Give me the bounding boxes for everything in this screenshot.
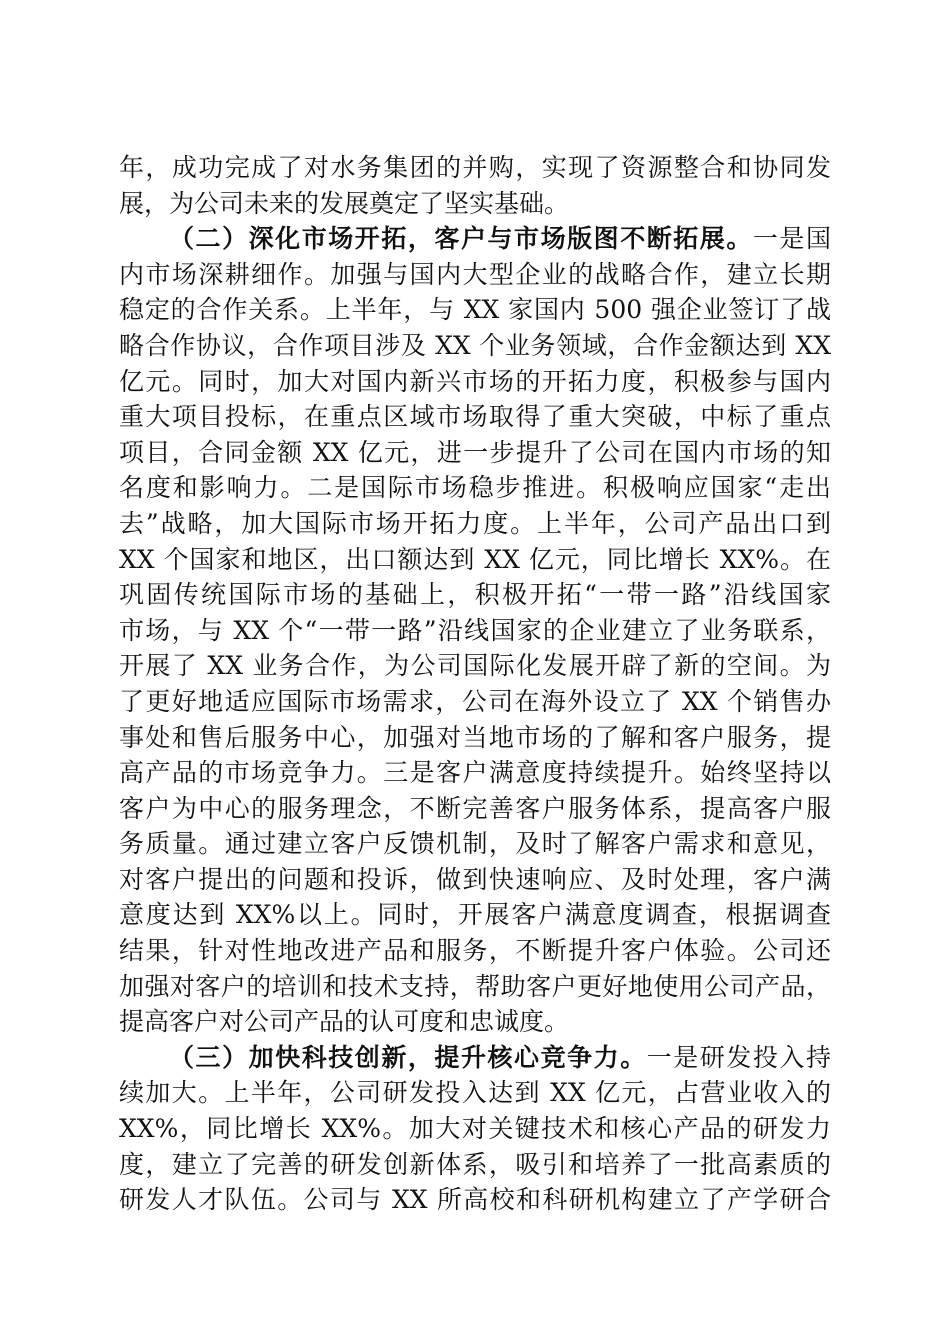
text-line: 内市场深耕细作。加强与国内大型企业的战略合作，建立长期	[119, 259, 831, 289]
section-heading: （三）加快科技创新，提升核心竞争力。	[169, 1042, 647, 1072]
text-line: 了更好地适应国际市场需求，公司在海外设立了 XX 个销售办	[119, 686, 831, 716]
text-line: 稳定的合作关系。上半年，与 XX 家国内 500 强企业签订了战	[119, 295, 831, 325]
paragraph	[119, 221, 831, 1040]
text-line: 市场，与 XX 个“一带一路”沿线国家的企业建立了业务联系，	[119, 615, 831, 645]
text-line: 高产品的市场竞争力。三是客户满意度持续提升。始终坚持以	[119, 758, 831, 788]
text-line: 名度和影响力。二是国际市场稳步推进。积极响应国家“走出	[119, 473, 831, 503]
document-body	[119, 150, 831, 1218]
text-line: 去”战略，加大国际市场开拓力度。上半年，公司产品出口到	[119, 508, 831, 538]
text-line: 年，成功完成了对水务集团的并购，实现了资源整合和协同发	[119, 153, 831, 182]
text-line: 亿元。同时，加大对国内新兴市场的开拓力度，积极参与国内	[119, 366, 831, 396]
text-line: 客户为中心的服务理念，不断完善客户服务体系，提高客户服	[119, 793, 831, 823]
section-heading: （二）深化市场开拓，客户与市场版图不断拓展。	[169, 224, 753, 254]
text-line: 巩固传统国际市场的基础上，积极开拓“一带一路”沿线国家	[119, 580, 831, 610]
text-line: 对客户提出的问题和投诉，做到快速响应、及时处理，客户满	[119, 864, 831, 894]
text-line: 意度达到 XX%以上。同时，开展客户满意度调查，根据调查	[119, 900, 831, 930]
text-run: 一是研发投入持	[646, 1042, 831, 1072]
text-line: 加强对客户的培训和技术支持，帮助客户更好地使用公司产品，	[119, 971, 831, 1001]
text-line: 提高客户对公司产品的认可度和忠诚度。	[119, 1007, 570, 1037]
text-line: XX 个国家和地区，出口额达到 XX 亿元，同比增长 XX%。在	[119, 544, 831, 574]
text-run: 一是国	[752, 224, 831, 254]
text-line: 开展了 XX 业务合作，为公司国际化发展开辟了新的空间。为	[119, 651, 831, 681]
paragraph	[119, 1040, 831, 1218]
text-line	[119, 221, 831, 257]
text-line: 度，建立了完善的研发创新体系，吸引和培养了一批高素质的	[119, 1149, 831, 1179]
text-line: 项目，合同金额 XX 亿元，进一步提升了公司在国内市场的知	[119, 437, 831, 467]
text-line: 务质量。通过建立客户反馈机制，及时了解客户需求和意见，	[119, 829, 831, 859]
text-line: 结果，针对性地改进产品和服务，不断提升客户体验。公司还	[119, 936, 831, 966]
text-line: 事处和售后服务中心，加强对当地市场的了解和客户服务，提	[119, 722, 831, 752]
text-line: 展，为公司未来的发展奠定了坚实基础。	[119, 188, 570, 218]
text-line	[119, 1040, 831, 1076]
text-line: 研发人才队伍。公司与 XX 所高校和科研机构建立了产学研合	[119, 1185, 831, 1215]
text-line: 续加大。上半年，公司研发投入达到 XX 亿元，占营业收入的	[119, 1078, 831, 1108]
text-line: XX%，同比增长 XX%。加大对关键技术和核心产品的研发力	[119, 1114, 831, 1144]
text-line: 重大项目投标，在重点区域市场取得了重大突破，中标了重点	[119, 402, 831, 432]
paragraph	[119, 150, 831, 221]
text-line: 略合作协议，合作项目涉及 XX 个业务领域，合作金额达到 XX	[119, 330, 831, 360]
